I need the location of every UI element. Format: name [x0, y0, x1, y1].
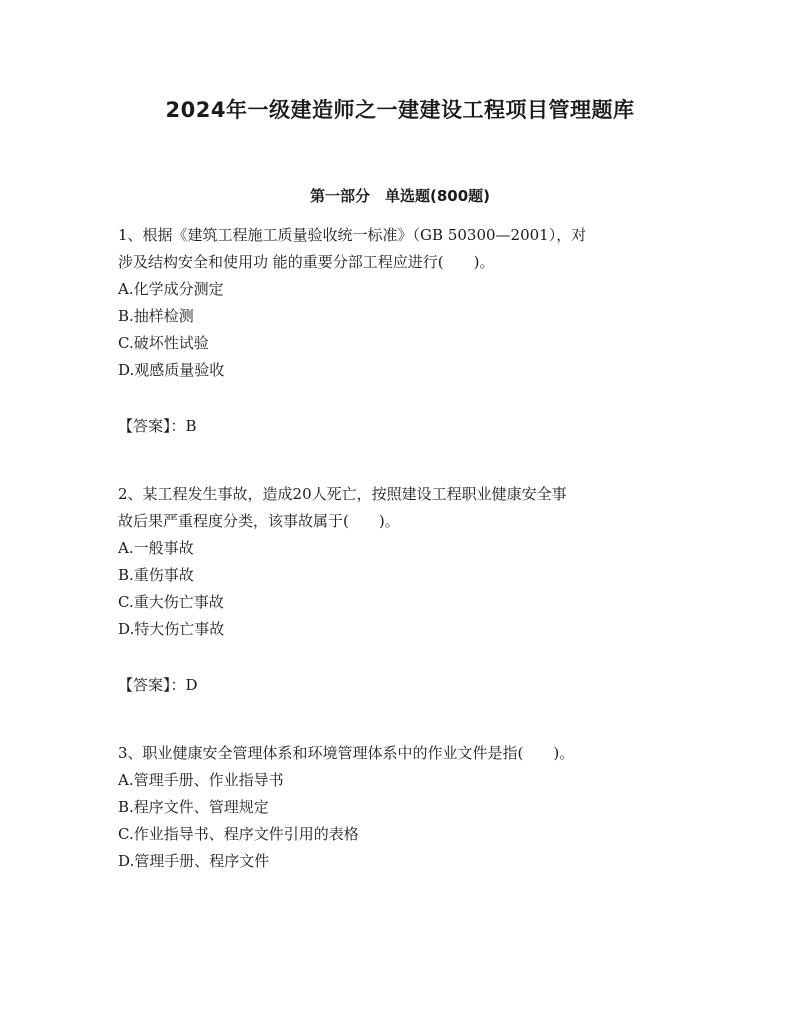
document-title: 2024年一级建造师之一建建设工程项目管理题库: [165, 98, 635, 122]
option-d: D.观感质量验收: [118, 361, 225, 379]
option-a: A.化学成分测定: [118, 280, 224, 298]
question-stem-line: 1、根据《建筑工程施工质量验收统一标准》（GB 50300—2001），对: [118, 226, 587, 244]
option-c: C.破坏性试验: [118, 334, 209, 352]
option-b: B.重伤事故: [118, 566, 194, 584]
question-3: [118, 740, 688, 875]
option-b: B.抽样检测: [118, 307, 194, 325]
option-d: D.特大伤亡事故: [118, 620, 225, 638]
option-a: A.管理手册、作业指导书: [118, 771, 284, 789]
option-a: A.一般事故: [118, 539, 194, 557]
question-stem-line: 2、某工程发生事故，造成20人死亡，按照建设工程职业健康安全事: [118, 485, 567, 503]
question-stem-line: 3、职业健康安全管理体系和环境管理体系中的作业文件是指( )。: [118, 744, 575, 762]
option-c: C.重大伤亡事故: [118, 593, 224, 611]
question-2: [118, 481, 688, 643]
option-c: C.作业指导书、程序文件引用的表格: [118, 825, 359, 843]
question-stem-line: 涉及结构安全和使用功 能的重要分部工程应进行( )。: [118, 253, 495, 271]
option-b: B.程序文件、管理规定: [118, 798, 269, 816]
option-d: D.管理手册、程序文件: [118, 852, 270, 870]
section-title: 第一部分 单选题(800题): [309, 187, 491, 205]
answer-2: 【答案】：D: [118, 676, 198, 694]
question-stem-line: 故后果严重程度分类，该事故属于( )。: [118, 512, 400, 530]
answer-1: 【答案】：B: [118, 417, 197, 435]
question-1: [118, 222, 688, 384]
